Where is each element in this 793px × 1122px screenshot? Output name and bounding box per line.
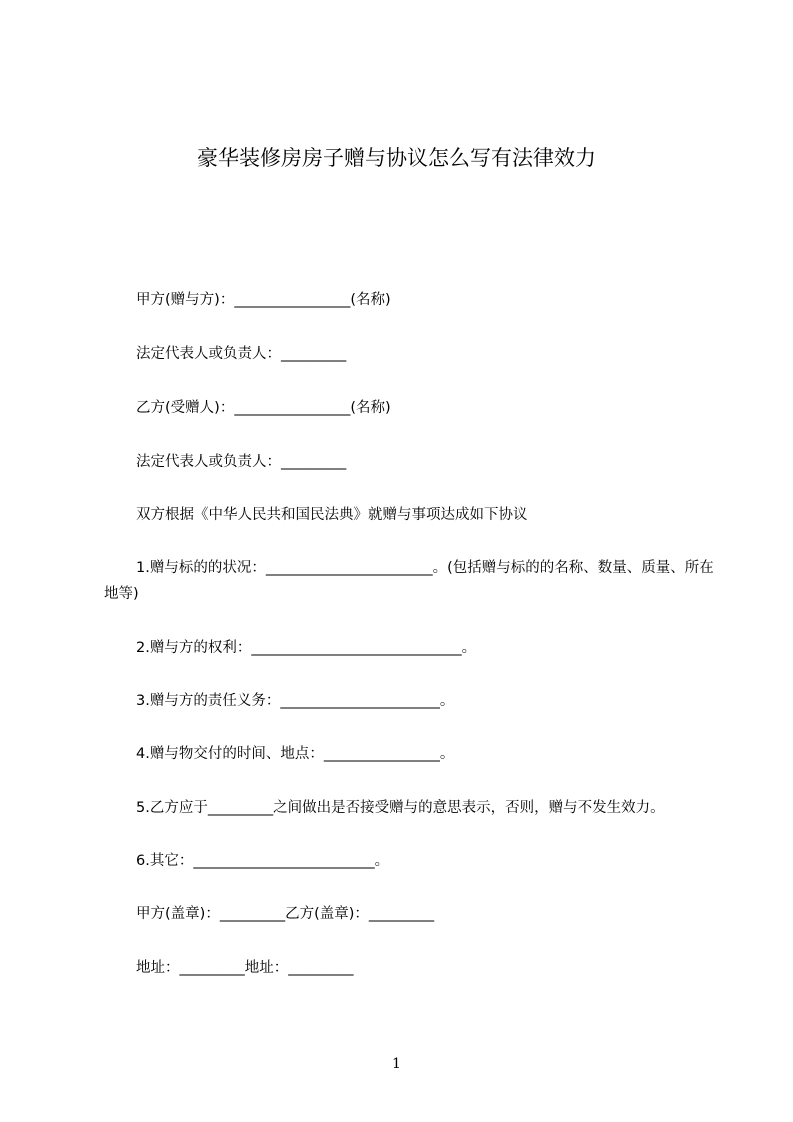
party-a-representative-line: 法定代表人或负责人：_________ [136, 346, 347, 362]
clause-1: 1.赠与标的的状况：_______________________。(包括赠与标的的名称、数量、质量、所在地等) [104, 560, 714, 602]
clause-5: 5.乙方应于_________之间做出是否接受赠与的意思表示，否则，赠与不发生效力。 [136, 800, 665, 816]
party-b-representative-line: 法定代表人或负责人：_________ [136, 454, 347, 470]
party-a-line: 甲方(赠与方)：________________(名称) [136, 292, 391, 308]
clause-4: 4.赠与物交付的时间、地点：________________。 [136, 746, 455, 762]
clause-2: 2.赠与方的权利：_____________________________。 [136, 640, 477, 656]
preamble: 双方根据《中华人民共和国民法典》就赠与事项达成如下协议 [136, 507, 528, 523]
clause-3: 3.赠与方的责任义务：______________________。 [136, 693, 455, 709]
page-number: 1 [392, 1056, 401, 1072]
seal-line: 甲方(盖章)：_________乙方(盖章)：_________ [136, 906, 435, 922]
clause-6: 6.其它：_________________________。 [136, 853, 390, 869]
address-line: 地址：_________地址：_________ [136, 960, 354, 976]
party-b-line: 乙方(受赠人)：________________(名称) [136, 400, 391, 416]
document-title: 豪华装修房房子赠与协议怎么写有法律效力 [197, 146, 596, 170]
